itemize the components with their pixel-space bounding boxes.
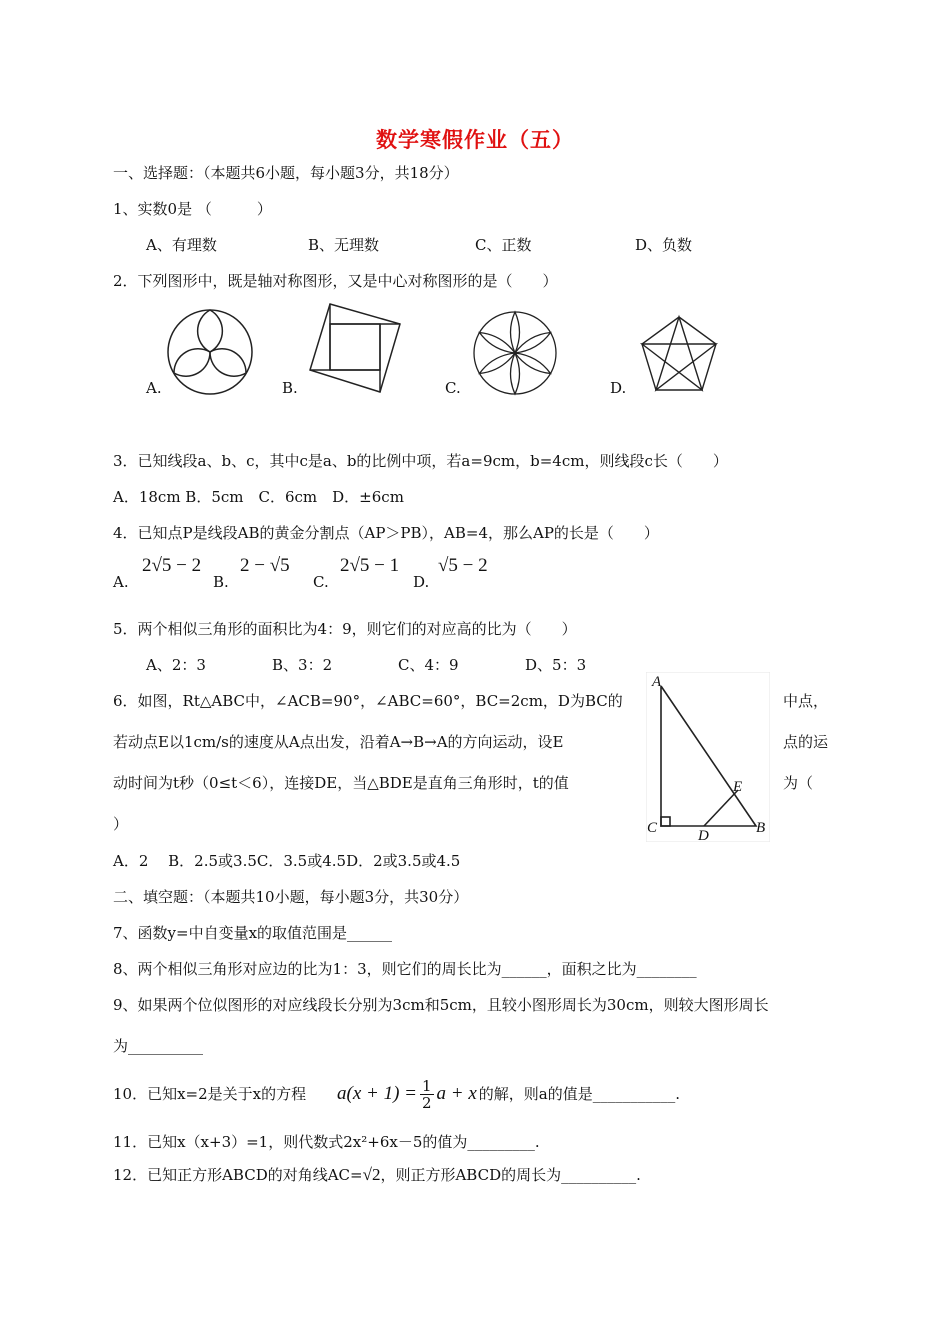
question-6-line-1: 6．如图，Rt△ABC中，∠ACB=90°，∠ABC=60°，BC=2cm，D为BC的 (113, 692, 623, 710)
question-1-option-b: B、无理数 (308, 236, 380, 254)
question-7: 7、函数y=中自变量x的取值范围是______ (113, 924, 393, 942)
figure-pentagram-in-pentagon (638, 314, 720, 394)
question-10-prefix: 10．已知x=2是关于x的方程 (113, 1085, 307, 1103)
page-title: 数学寒假作业（五） (376, 128, 574, 152)
label-d: D (698, 828, 709, 842)
question-4-option-a-letter: A. (113, 573, 129, 591)
question-5-option-b: B、3：2 (272, 656, 333, 674)
question-1-stem: 1、实数0是 （ ） (113, 200, 272, 218)
question-6-line-4: ） (113, 815, 129, 833)
question-10-suffix: 的解，则a的值是___________. (478, 1085, 681, 1103)
question-10-fraction (420, 1078, 434, 1111)
question-3-options: A．18cm B．5cm C．6cm D．±6cm (113, 488, 404, 506)
question-4-option-b-expr: 2 − √5 (240, 555, 290, 576)
question-10-equation (337, 1068, 680, 1120)
label-a: A (652, 674, 662, 690)
question-9-line-2: 为__________ (113, 1037, 204, 1055)
question-2-stem: 2．下列图形中，既是轴对称图形，又是中心对称图形的是（ ） (113, 272, 558, 290)
label-c: C (647, 820, 658, 836)
question-5-stem: 5．两个相似三角形的面积比为4：9，则它们的对应高的比为（ ） (113, 620, 577, 638)
question-10-frac-den: 2 (421, 1093, 432, 1112)
question-4-option-d-expr: √5 − 2 (438, 555, 488, 576)
question-2-option-a: A. (146, 379, 162, 397)
question-6-line-2-tail: 点的运 (783, 733, 829, 751)
question-12-radical: √2 (362, 1165, 381, 1184)
section-fill-heading: 二、填空题：（本题共10小题，每小题3分，共30分） (113, 888, 469, 906)
question-10-eq-right: a + x (436, 1083, 477, 1104)
question-4-option-a-expr: 2√5 − 2 (142, 555, 202, 576)
question-6-line-1-tail: 中点， (783, 692, 829, 710)
question-12 (113, 1165, 641, 1185)
question-5-option-c: C、4：9 (398, 656, 459, 674)
question-4-stem: 4．已知点P是线段AB的黄金分割点（AP＞PB），AB=4，那么AP的长是（ ） (113, 524, 659, 542)
question-6-options: A．2 B．2.5或3.5C．3.5或4.5D．2或3.5或4.5 (113, 852, 461, 870)
question-3-stem: 3．已知线段a、b、c，其中c是a、b的比例中项，若a=9cm，b=4cm，则线段c长（ ） (113, 452, 728, 470)
question-8: 8、两个相似三角形对应边的比为1：3，则它们的周长比为______，面积之比为________ (113, 960, 697, 978)
figure-circle-six-petals (472, 310, 558, 396)
question-1-option-c: C、正数 (475, 236, 532, 254)
question-4-option-c-expr: 2√5 − 1 (340, 555, 400, 576)
question-4-option-b-letter: B. (213, 573, 229, 591)
section-choice-heading: 一、选择题：（本题共6小题，每小题3分，共18分） (113, 164, 459, 182)
question-4-option-d-letter: D. (413, 573, 430, 591)
question-1-option-a: A、有理数 (146, 236, 217, 254)
question-10-frac-num: 1 (421, 1076, 432, 1095)
question-12-suffix: ，则正方形ABCD的周长为__________. (380, 1166, 641, 1184)
question-12-prefix: 12．已知正方形ABCD的对角线AC= (113, 1166, 363, 1184)
question-6-line-2: 若动点E以1cm/s的速度从A点出发，沿着A→B→A的方向运动，设E (113, 733, 564, 751)
label-b: B (756, 820, 766, 836)
question-6-line-3-tail: 为（ (783, 774, 814, 792)
question-11: 11．已知x（x+3）=1，则代数式2x²+6x－5的值为_________. (113, 1133, 540, 1151)
question-6-line-3: 动时间为t秒（0≤t＜6），连接DE，当△BDE是直角三角形时，t的值 (113, 774, 569, 792)
figure-circle-three-petals (166, 308, 254, 396)
question-10-eq-left: a(x + 1) = (337, 1083, 417, 1104)
question-4-option-c-letter: C. (313, 573, 329, 591)
question-5-option-a: A、2：3 (146, 656, 206, 674)
figure-squares-pinwheel (308, 302, 404, 394)
question-2-option-d: D. (610, 379, 627, 397)
question-2-option-c: C. (445, 379, 461, 397)
question-5-option-d: D、5：3 (525, 656, 587, 674)
question-9-line-1: 9、如果两个位似图形的对应线段长分别为3cm和5cm，且较小图形周长为30cm，则较大图形周长 (113, 996, 769, 1014)
question-1-option-d: D、负数 (635, 236, 693, 254)
figure-right-triangle-abc (646, 672, 770, 842)
label-e: E (733, 779, 743, 795)
question-2-option-b: B. (282, 379, 298, 397)
